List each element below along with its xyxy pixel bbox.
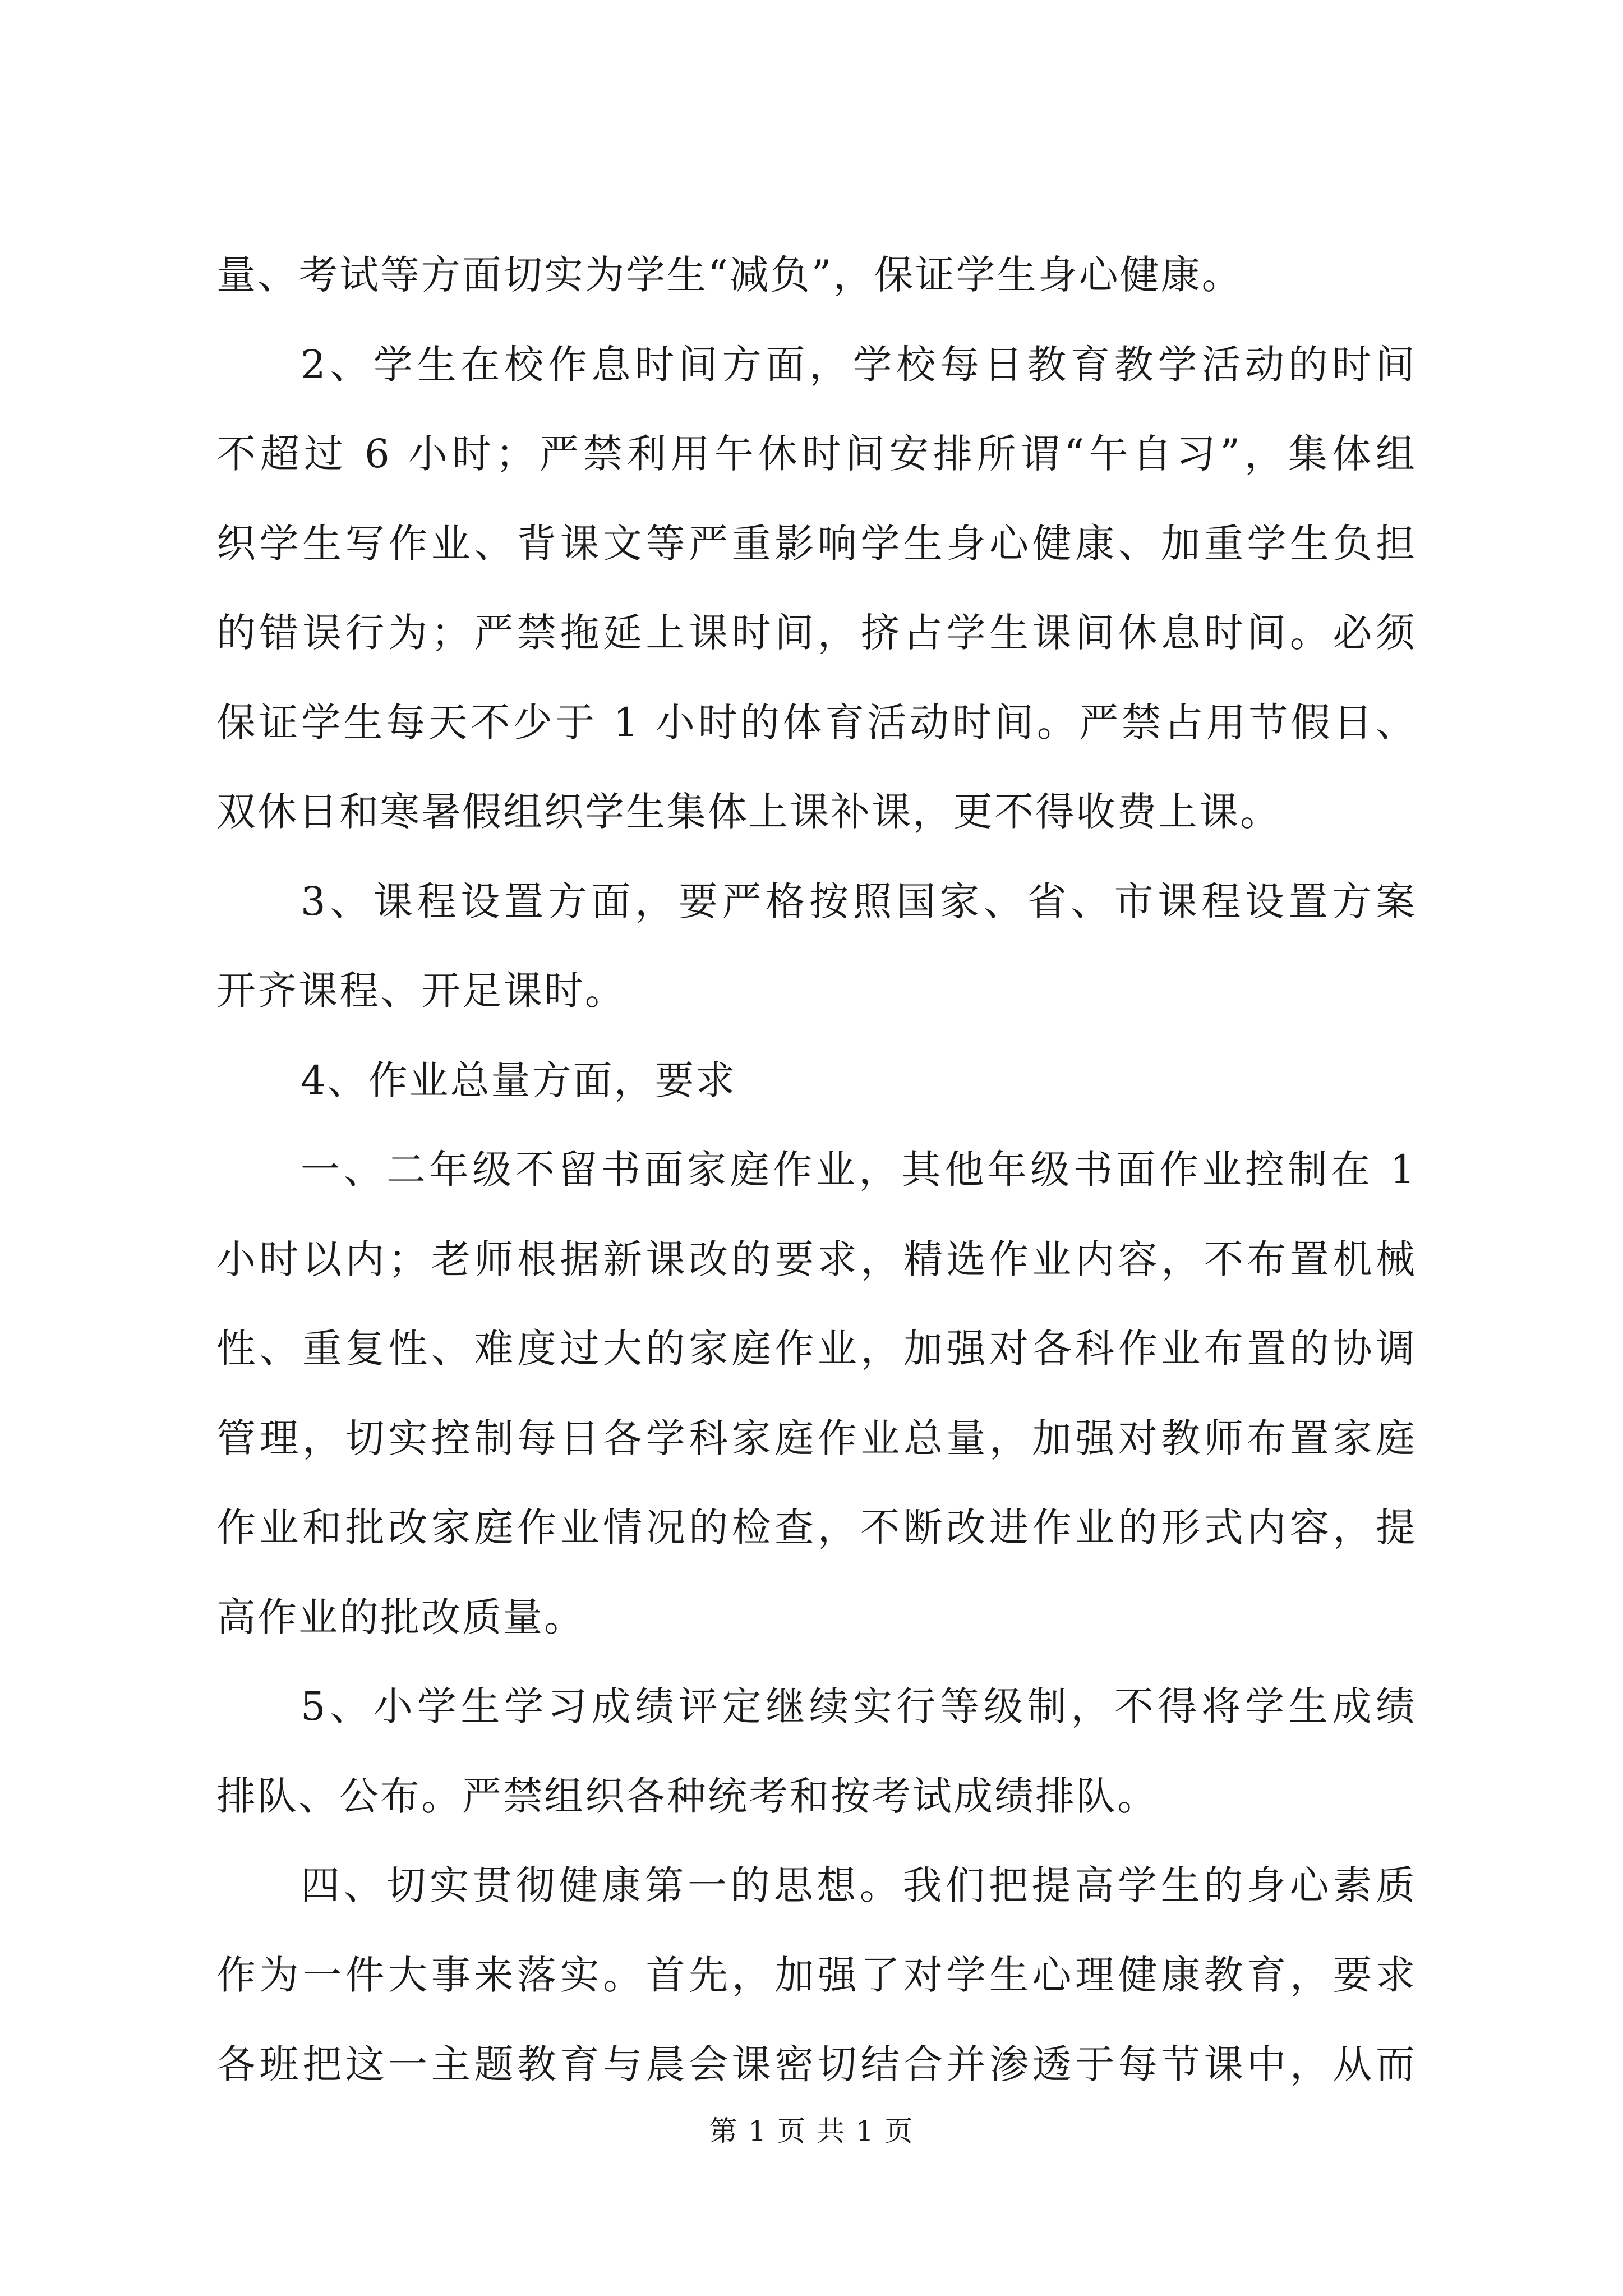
paragraph-line: 管理，切实控制每日各学科家庭作业总量，加强对教师布置家庭 <box>216 1415 1417 1461</box>
paragraph-line: 5、小学生学习成绩评定继续实行等级制，不得将学生成绩 <box>301 1683 1417 1729</box>
paragraph-line: 作为一件大事来落实。首先，加强了对学生心理健康教育，要求 <box>216 1952 1417 1998</box>
page-footer: 第 1 页 共 1 页 <box>709 2115 914 2147</box>
paragraph-line: 作业和批改家庭作业情况的检查，不断改进作业的形式内容，提 <box>216 1504 1417 1550</box>
paragraph-line: 四、切实贯彻健康第一的思想。我们把提高学生的身心素质 <box>301 1862 1417 1908</box>
paragraph-line: 4、作业总量方面，要求 <box>301 1057 737 1103</box>
paragraph-line: 排队、公布。严禁组织各种统考和按考试成绩排队。 <box>216 1773 1158 1819</box>
paragraph-line: 的错误行为；严禁拖延上课时间，挤占学生课间休息时间。必须 <box>216 610 1417 656</box>
paragraph-line: 3、课程设置方面，要严格按照国家、省、市课程设置方案 <box>301 878 1417 924</box>
paragraph-line: 量、考试等方面切实为学生“减负”，保证学生身心健康。 <box>216 252 1243 298</box>
paragraph-line: 高作业的批改质量。 <box>216 1594 585 1640</box>
paragraph-line: 各班把这一主题教育与晨会课密切结合并渗透于每节课中，从而 <box>216 2041 1417 2087</box>
paragraph-line: 双休日和寒暑假组织学生集体上课补课，更不得收费上课。 <box>216 789 1281 835</box>
paragraph-line: 2、学生在校作息时间方面，学校每日教育教学活动的时间 <box>301 342 1417 388</box>
paragraph-line: 一、二年级不留书面家庭作业，其他年级书面作业控制在 1 <box>301 1147 1417 1193</box>
paragraph-line: 织学生写作业、背课文等严重影响学生身心健康、加重学生负担 <box>216 521 1417 567</box>
paragraph-line: 小时以内；老师根据新课改的要求，精选作业内容，不布置机械 <box>216 1236 1417 1282</box>
paragraph-line: 不超过 6 小时；严禁利用午休时间安排所谓“午自习”，集体组 <box>216 431 1417 477</box>
paragraph-line: 保证学生每天不少于 1 小时的体育活动时间。严禁占用节假日、 <box>216 700 1417 746</box>
paragraph-line: 开齐课程、开足课时。 <box>216 968 626 1014</box>
paragraph-line: 性、重复性、难度过大的家庭作业，加强对各科作业布置的协调 <box>216 1326 1417 1372</box>
